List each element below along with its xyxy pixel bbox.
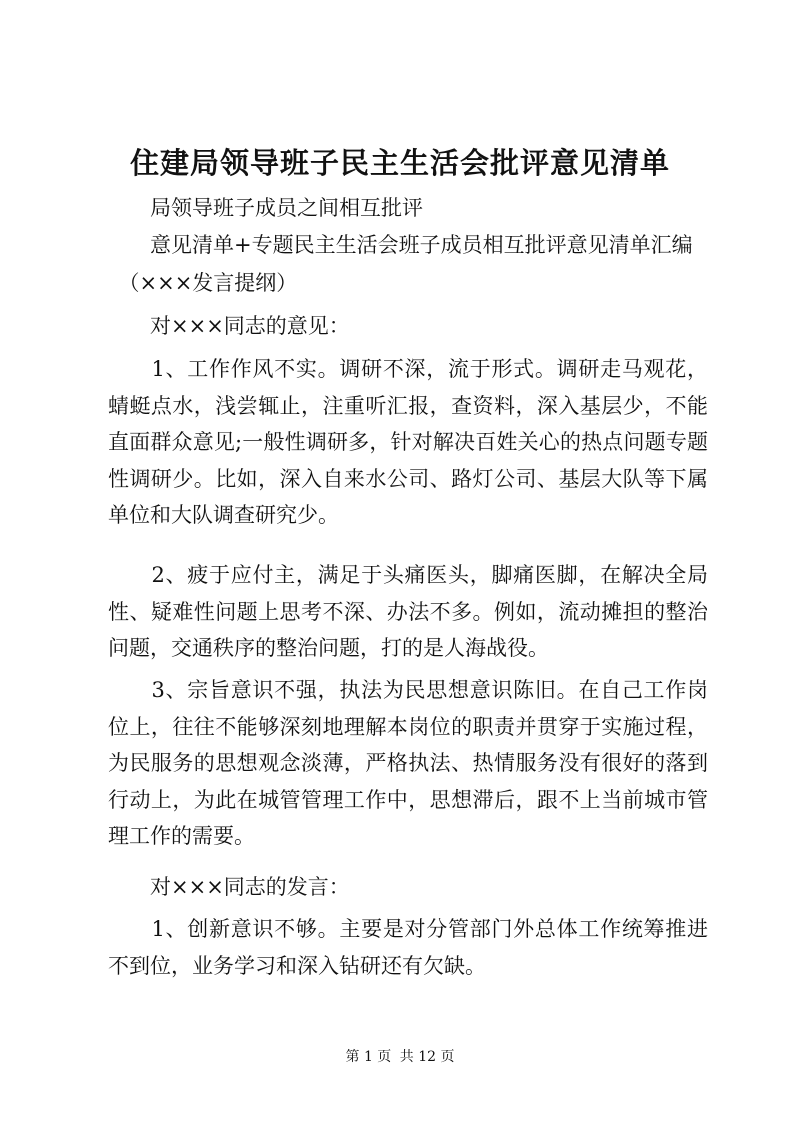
paragraph-1: 局领导班子成员之间相互批评 (108, 196, 423, 220)
paragraph-7: 3、宗旨意识不强，执法为民思想意识陈旧。在自己工作岗位上，往往不能够深刻地理解本岗位的职责并贯穿于实施过程，为民服务的思想观念淡薄，严格执法、热情服务没有很好的落到行动上，为此在城管管理工作中，思想滞后，跟不上当前城市管理工作的需要。 (108, 678, 708, 848)
paragraph-4: 对×××同志的意见： (108, 314, 350, 338)
paragraph-9: 1、创新意识不够。主要是对分管部门外总体工作统筹推进不到位，业务学习和深入钻研还有欠缺。 (108, 917, 708, 978)
page-total: 共 12 页 (399, 1049, 455, 1065)
paragraph-2: 意见清单+专题民主生活会班子成员相互批评意见清单汇编 (108, 233, 693, 257)
page-footer (0, 1047, 800, 1067)
document-title: 住建局领导班子民主生活会批评意见清单 (129, 146, 670, 180)
paragraph-5: 1、工作作风不实。调研不深，流于形式。调研走马观花，蜻蜓点水，浅尝辄止，注重听汇报，查资料，深入基层少，不能直面群众意见;一般性调研多，针对解决百姓关心的热点问题专题性调研少。比如，深入自来水公司、路灯公司、基层大队等下属单位和大队调查研究少。 (108, 357, 708, 527)
paragraph-6: 2、疲于应付主，满足于头痛医头，脚痛医脚，在解决全局性、疑难性问题上思考不深、办法不多。例如，流动摊担的整治问题，交通秩序的整治问题，打的是人海战役。 (108, 563, 708, 660)
page-number: 第 1 页 (345, 1049, 392, 1065)
paragraph-3: （×××发言提纲） (108, 271, 298, 295)
paragraph-8: 对×××同志的发言： (108, 875, 350, 899)
